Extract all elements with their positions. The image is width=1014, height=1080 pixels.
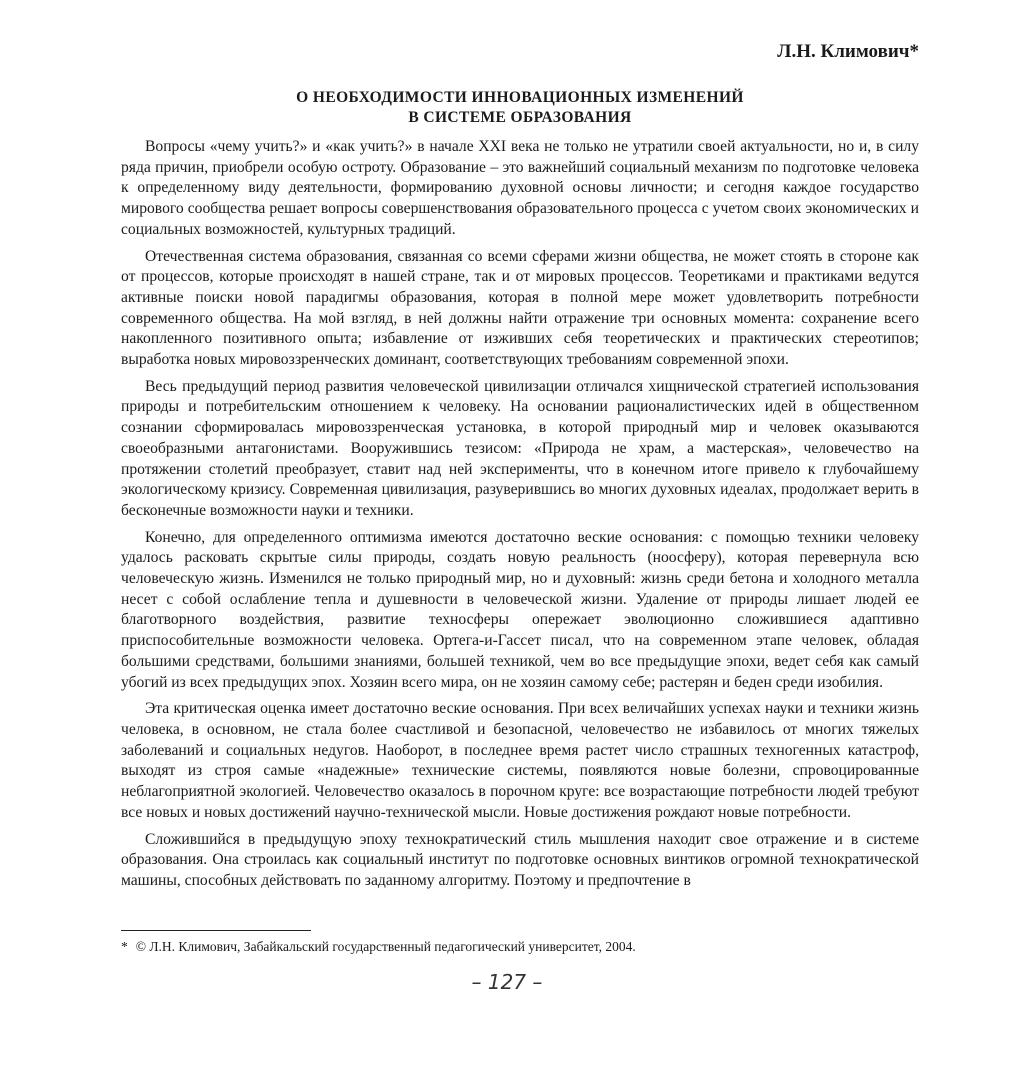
footnote-mark: * bbox=[121, 939, 128, 954]
page-content bbox=[121, 40, 919, 898]
article-body bbox=[121, 137, 919, 892]
page-number: – 127 – bbox=[471, 970, 543, 994]
article-title-line-1: О НЕОБХОДИМОСТИ ИННОВАЦИОННЫХ ИЗМЕНЕНИЙ bbox=[296, 89, 744, 106]
footnote-divider bbox=[121, 930, 311, 931]
article-title bbox=[121, 88, 919, 128]
author-name: Л.Н. Климович* bbox=[777, 41, 919, 62]
paragraph: Конечно, для определенного оптимизма имеются достаточно веские основания: с помощью техники человеку удалось расковать скрытые силы природы, создать новую реальность (ноосферу), которая перевернула всю человеческую жизнь. Изменился не только природный мир, но и духовный: жизнь среди бетона и холодного металла несет с собой ослабление тепла и душевности в человеческой жизни. Удаление от природы лишает людей ее благотворного воздействия, развитие техносферы опережает эволюционно сложившиеся адаптивно приспособительные возможности человека. Ортега-и-Гассет писал, что на современном этапе человек, обладая большими средствами, большими знаниями, большей техникой, чем во все предыдущие эпохи, ведет себя как самый убогий из всех предыдущих эпох. Хозяин всего мира, он не хозяин самому себе; растерян и беден среди изобилия. bbox=[121, 528, 919, 691]
footnote bbox=[121, 938, 919, 956]
paragraph: Вопросы «чему учить?» и «как учить?» в начале XXI века не только не утратили своей актуальности, но и, в силу ряда причин, приобрели особую остроту. Образование – это важнейший социальный механизм по подготовке человека к определенному виду деятельности, формированию духовной основы личности; и сегодня каждое государство мирового сообщества решает вопросы совершенствования образовательного процесса с учетом своих экономических и социальных возможностей, культурных традиций. bbox=[121, 138, 919, 238]
footnote-text: © Л.Н. Климович, Забайкальский государственный педагогический университет, 2004. bbox=[135, 939, 636, 954]
paragraph: Весь предыдущий период развития человеческой цивилизации отличался хищнической стратегией использования природы и потребительским отношением к человеку. На основании рационалистических идей в общественном сознании сформировалась мировоззренческая установка, в которой природный мир и человек оказываются своеобразными антагонистами. Вооружившись тезисом: «Природа не храм, а мастерская», человечество на протяжении столетий преобразует, ставит над ней эксперименты, что в конечном итоге привело к глубочайшему экологическому кризису. Современная цивилизация, разуверившись во многих духовных идеалах, продолжает верить в бесконечные возможности науки и техники. bbox=[121, 377, 919, 519]
paragraph: Сложившийся в предыдущую эпоху технократический стиль мышления находит свое отражение и в системе образования. Она строилась как социальный институт по подготовке основных винтиков огромной технократической машины, способных действовать по заданному алгоритму. Поэтому и предпочтение в bbox=[121, 830, 919, 889]
article-title-line-2: В СИСТЕМЕ ОБРАЗОВАНИЯ bbox=[408, 109, 632, 126]
paragraph: Эта критическая оценка имеет достаточно веские основания. При всех величайших успехах науки и техники жизнь человека, в основном, не стала более счастливой и безопасной, человечество не избавилось от многих тяжелых заболеваний и социальных недугов. Наоборот, в последнее время растет число страшных техногенных катастроф, выходят из строя самые «надежные» технические системы, появляются новые болезни, спровоцированные неблагоприятной экологией. Человечество оказалось в порочном круге: все возрастающие потребности людей требуют все новых и новых достижений научно-технической мысли. Новые достижения рождают новые потребности. bbox=[121, 700, 919, 821]
paragraph: Отечественная система образования, связанная со всеми сферами жизни общества, не может стоять в стороне как от процессов, которые происходят в нашей стране, так и от мировых процессов. Теоретиками и практиками ведутся активные поиски новой парадигмы образования, которая в полной мере может удовлетворить потребности современного общества. На мой взгляд, в ней должны найти отражение три основных момента: сохранение всего накопленного позитивного опыта; избавление от изживших себя теоретических и практических стереотипов; выработка новых мировоззренческих доминант, соответствующих требованиям современной эпохи. bbox=[121, 247, 919, 369]
